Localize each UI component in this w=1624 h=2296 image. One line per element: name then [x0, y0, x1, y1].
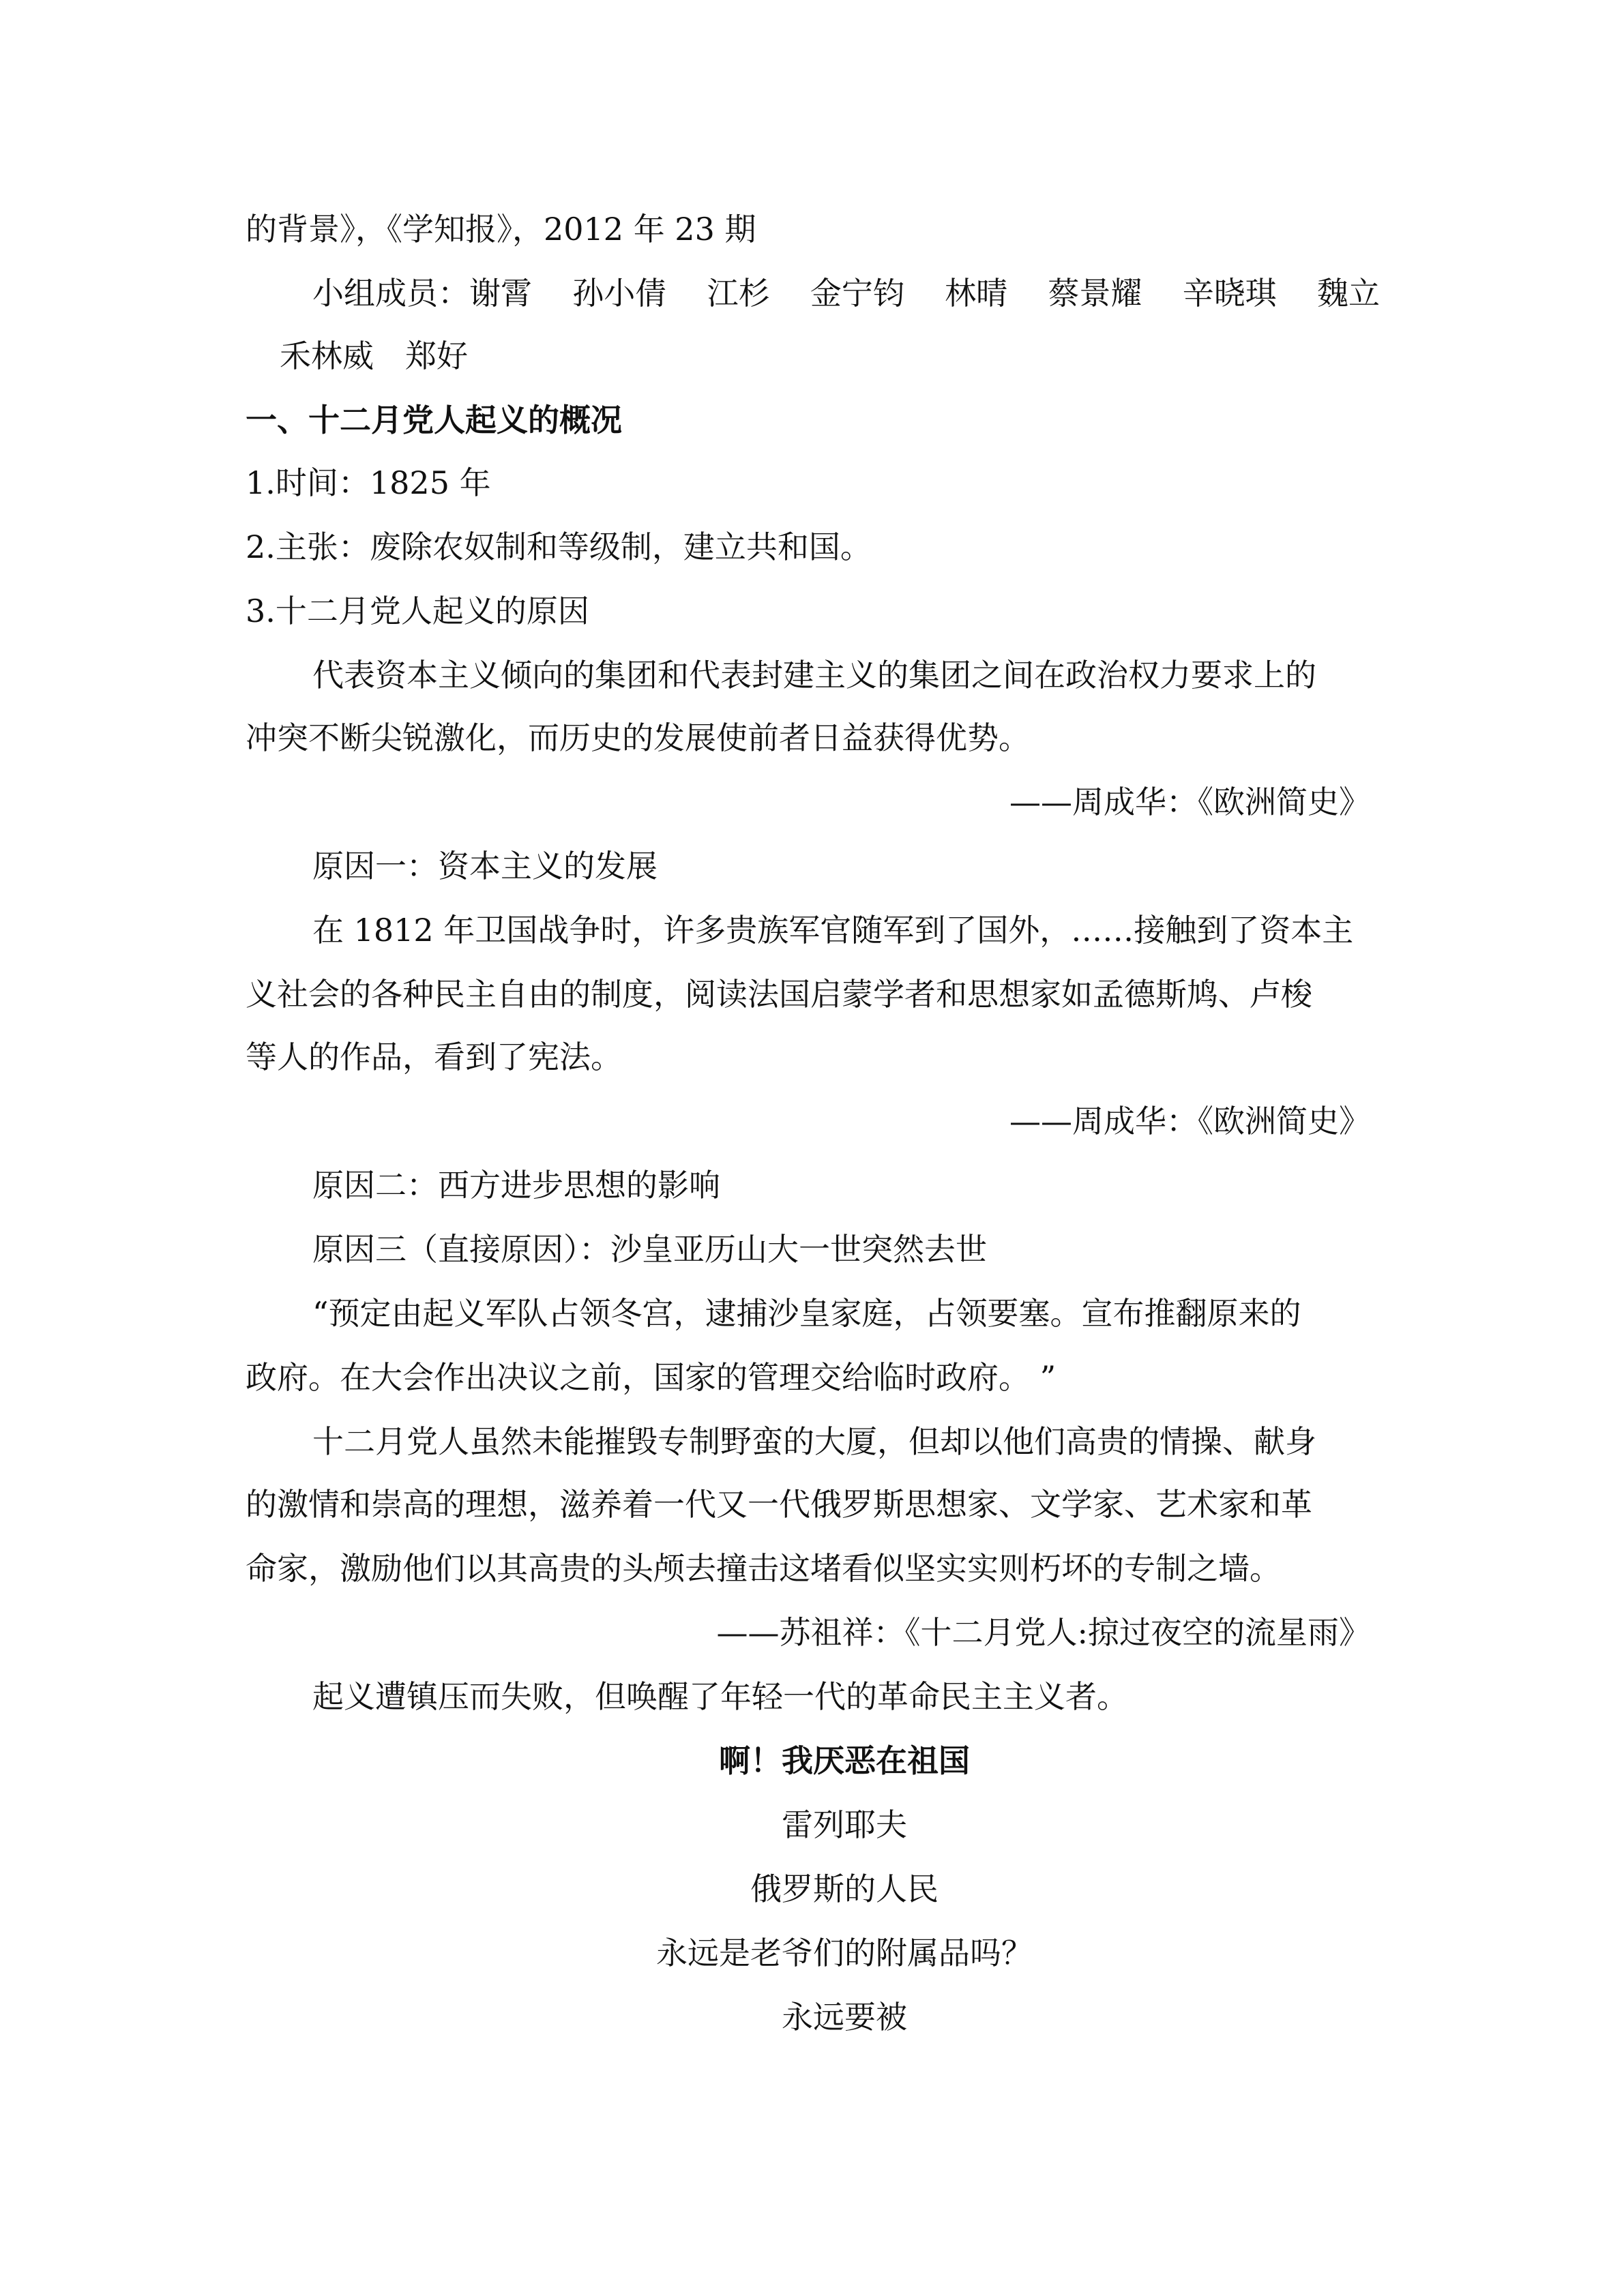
member-name: 魏立 [1316, 275, 1380, 312]
quote-line: 代表资本主义倾向的集团和代表封建主义的集团之间在政治权力要求上的 [312, 657, 1316, 694]
group-members-row-2 [280, 336, 468, 376]
quote-source: ——周成华：《欧洲简史》 [1009, 1103, 1370, 1139]
quote-line: “预定由起义军队占领冬宫，逮捕沙皇家庭，占领要塞。宣布推翻原来的 [312, 1295, 1301, 1332]
paragraph-line: 的激情和崇高的理想，滋养着一代又一代俄罗斯思想家、文学家、艺术家和革 [246, 1486, 1312, 1523]
poem-line: 俄罗斯的人民 [750, 1870, 939, 1907]
quote-line: 义社会的各种民主自由的制度，阅读法国启蒙学者和思想家如孟德斯鸠、卢梭 [246, 976, 1312, 1013]
reason-three: 原因三（直接原因）：沙皇亚历山大一世突然去世 [312, 1231, 987, 1268]
paragraph-line: 十二月党人虽然未能摧毁专制野蛮的大厦，但却以他们高贵的情操、献身 [312, 1423, 1316, 1460]
quote-source: ——苏祖祥：《十二月党人:掠过夜空的流星雨》 [716, 1614, 1370, 1651]
paragraph-line: 命家，激励他们以其高贵的头颅去撞击这堵看似坚实实则朽坏的专制之墙。 [246, 1550, 1281, 1587]
members-label-with-first-name: 小组成员：谢霄 [312, 275, 532, 312]
quote-line: 在 1812 年卫国战争时，许多贵族军官随军到了国外，……接触到了资本主 [312, 912, 1354, 949]
poem-author: 雷列耶夫 [782, 1806, 907, 1843]
section-heading: 一、十二月党人起义的概况 [246, 402, 622, 438]
poem-title: 啊！我厌恶在祖国 [719, 1742, 970, 1779]
quote-line: 冲突不断尖锐激化，而历史的发展使前者日益获得优势。 [246, 719, 1030, 756]
poem-line: 永远要被 [782, 1999, 907, 2036]
citation-continuation: 的背景》，《学知报》，2012 年 23 期 [246, 211, 756, 248]
member-name: 江杉 [707, 275, 770, 312]
reason-two: 原因二：西方进步思想的影响 [312, 1167, 720, 1204]
member-name: 林晴 [945, 275, 1008, 312]
quote-line: 政府。在大会作出决议之前，国家的管理交给临时政府。 ” [246, 1359, 1057, 1396]
poem-line: 永远是老爷们的附属品吗？ [656, 1935, 1033, 1971]
member-name: 辛晓琪 [1182, 275, 1277, 312]
member-name: 郑好 [405, 338, 468, 374]
list-item-claims: 2.主张：废除农奴制和等级制，建立共和国。 [246, 528, 872, 565]
member-name: 禾林威 [280, 338, 374, 374]
quote-source: ——周成华：《欧洲简史》 [1009, 784, 1370, 820]
list-item-causes: 3.十二月党人起义的原因 [246, 593, 589, 629]
conclusion: 起义遭镇压而失败，但唤醒了年轻一代的革命民主主义者。 [312, 1678, 1128, 1715]
quote-line: 等人的作品，看到了宪法。 [246, 1039, 622, 1075]
member-name: 孙小倩 [572, 275, 667, 312]
group-members-row [312, 273, 1380, 314]
list-item-time: 1.时间：1825 年 [246, 464, 491, 501]
member-name: 蔡景耀 [1048, 275, 1142, 312]
reason-one: 原因一：资本主义的发展 [312, 848, 658, 884]
member-name: 金宁钧 [810, 275, 904, 312]
